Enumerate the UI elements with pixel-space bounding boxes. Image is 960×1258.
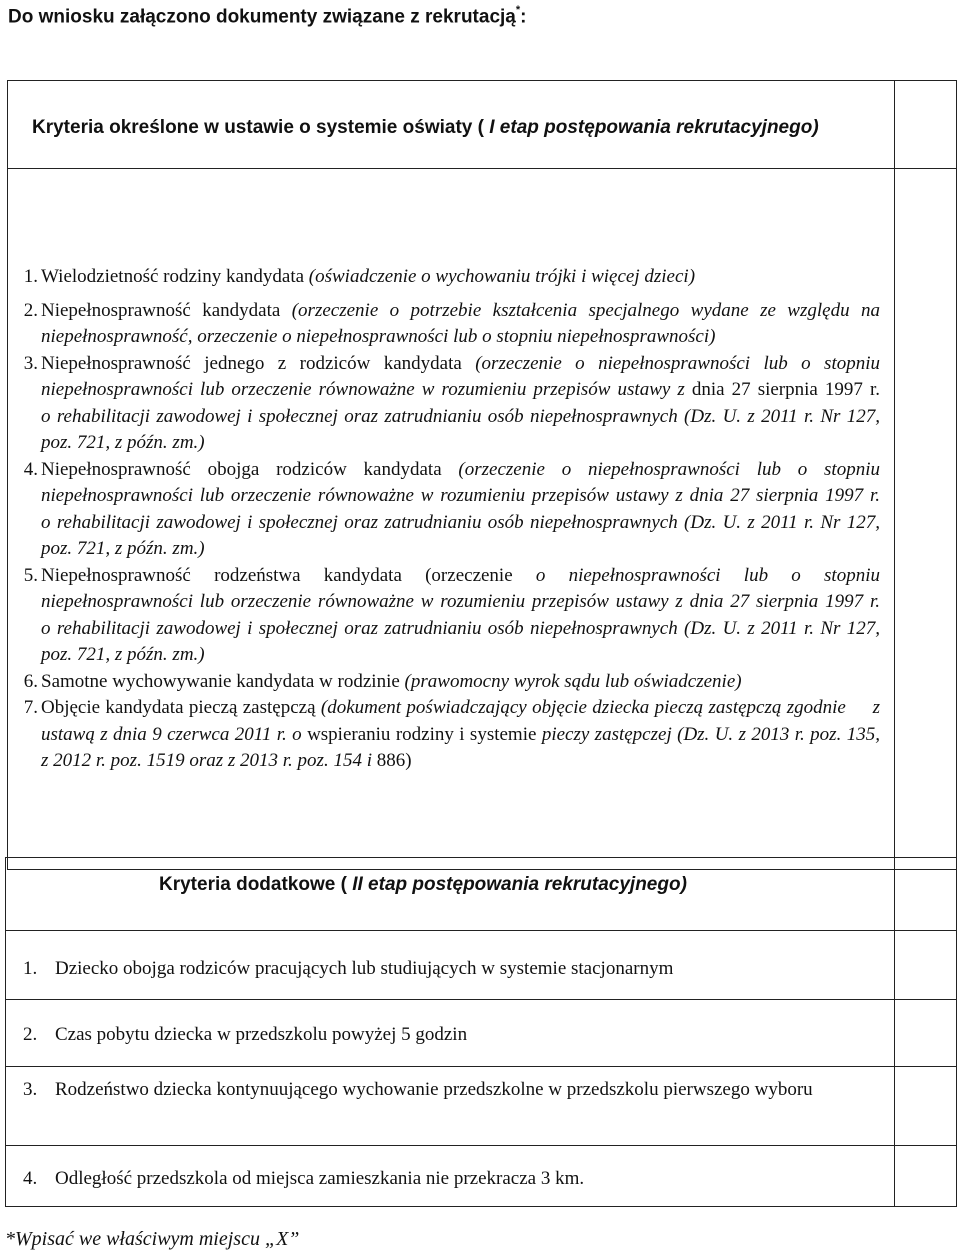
- checkbox-cell-section-1[interactable]: [895, 81, 957, 169]
- additional-criterion-3: 3. Rodzeństwo dziecka kontynuującego wychowanie przedszkolne w przedszkolu pierwszego wyboru: [6, 1067, 895, 1146]
- additional-criterion-4: 4. Odległość przedszkola od miejsca zamieszkania nie przekracza 3 km.: [6, 1146, 895, 1207]
- criterion-7: 7. Objęcie kandydata pieczą zastępczą (dokument poświadczający objęcie dziecka pieczą zastępczą zgodnie z ustawą z dnia 9 czerwca 2011 r. o wspieraniu rodziny i systemie pieczy zastępczej (Dz. U. z 2013 r. poz. 135, z 2012 r. poz. 1519 oraz z 2013 r. poz. 154 i 886): [23, 697, 899, 771]
- checkbox-additional-3[interactable]: [895, 1067, 957, 1146]
- additional-criterion-1: 1. Dziecko obojga rodziców pracujących lub studiujących w systemie stacjonarnym: [6, 931, 895, 1000]
- criterion-3: 3. Niepełnosprawność jednego z rodziców kandydata (orzeczenie o niepełnosprawności lub o stopniu niepełnosprawności lub orzeczenie równoważne w rozumieniu przepisów ustawy z dnia 27 sierpnia 1997 r. o rehabilitacji zawodowej i społecznej oraz zatrudnianiu osób niepełnosprawnych (Dz. U. z 2011 r. Nr 127, poz. 721, z późn. zm.): [23, 352, 914, 453]
- additional-criterion-2: 2. Czas pobytu dziecka w przedszkolu powyżej 5 godzin: [6, 1000, 895, 1067]
- checkbox-additional-2[interactable]: [895, 1000, 957, 1067]
- section-1-header: [8, 81, 895, 169]
- section-2-title: Kryteria dodatkowe ( II etap postępowania rekrutacyjnego): [159, 874, 687, 895]
- section-1-title: Kryteria określone w ustawie o systemie oświaty ( I etap postępowania rekrutacyjnego): [32, 117, 819, 138]
- criteria-table-stage-2: [5, 857, 957, 1207]
- footnote: *Wpisać we właściwym miejscu „X”: [5, 1228, 300, 1250]
- checkbox-cell-criteria-1-7[interactable]: [895, 169, 957, 870]
- page-heading: Do wniosku załączono dokumenty związane z rekrutacją*:: [8, 4, 527, 28]
- section-2-header: [6, 858, 895, 931]
- criterion-1: 1. Wielodzietność rodziny kandydata (oświadczenie o wychowaniu trójki i więcej dzieci): [23, 266, 696, 287]
- footnote-mark: *: [515, 4, 521, 16]
- checkbox-cell-section-2[interactable]: [895, 858, 957, 931]
- checkbox-additional-4[interactable]: [895, 1146, 957, 1207]
- checkbox-additional-1[interactable]: [895, 931, 957, 1000]
- criterion-4: 4. Niepełnosprawność obojga rodziców kandydata (orzeczenie o niepełnosprawności lub o stopniu niepełnosprawności lub orzeczenie równoważne w rozumieniu przepisów ustawy z dnia 27 sierpnia 1997 r. o rehabilitacji zawodowej i społecznej oraz zatrudnianiu osób niepełnosprawnych (Dz. U. z 2011 r. Nr 127, poz. 721, z późn. zm.): [23, 458, 947, 559]
- criterion-2: 2. Niepełnosprawność kandydata (orzeczenie o potrzebie kształcenia specjalnego wydane ze względu na niepełnosprawność, orzeczenie o niepełnosprawności lub o stopniu niepełnosprawności): [23, 299, 880, 347]
- criteria-table-stage-1: [7, 80, 957, 870]
- section-1-items: [8, 169, 947, 870]
- criterion-6: 6. Samotne wychowywanie kandydata w rodzinie (prawomocny wyrok sądu lub oświadczenie): [23, 670, 742, 692]
- criterion-5: 5. Niepełnosprawność rodzeństwa kandydata (orzeczenie o niepełnosprawności lub o stopniu niepełnosprawności lub orzeczenie równoważne w rozumieniu przepisów ustawy z dnia 27 sierpnia 1997 r. o rehabilitacji zawodowej i społecznej oraz zatrudnianiu osób niepełnosprawnych (Dz. U. z 2011 r. Nr 127, poz. 721, z późn. zm.): [23, 564, 947, 665]
